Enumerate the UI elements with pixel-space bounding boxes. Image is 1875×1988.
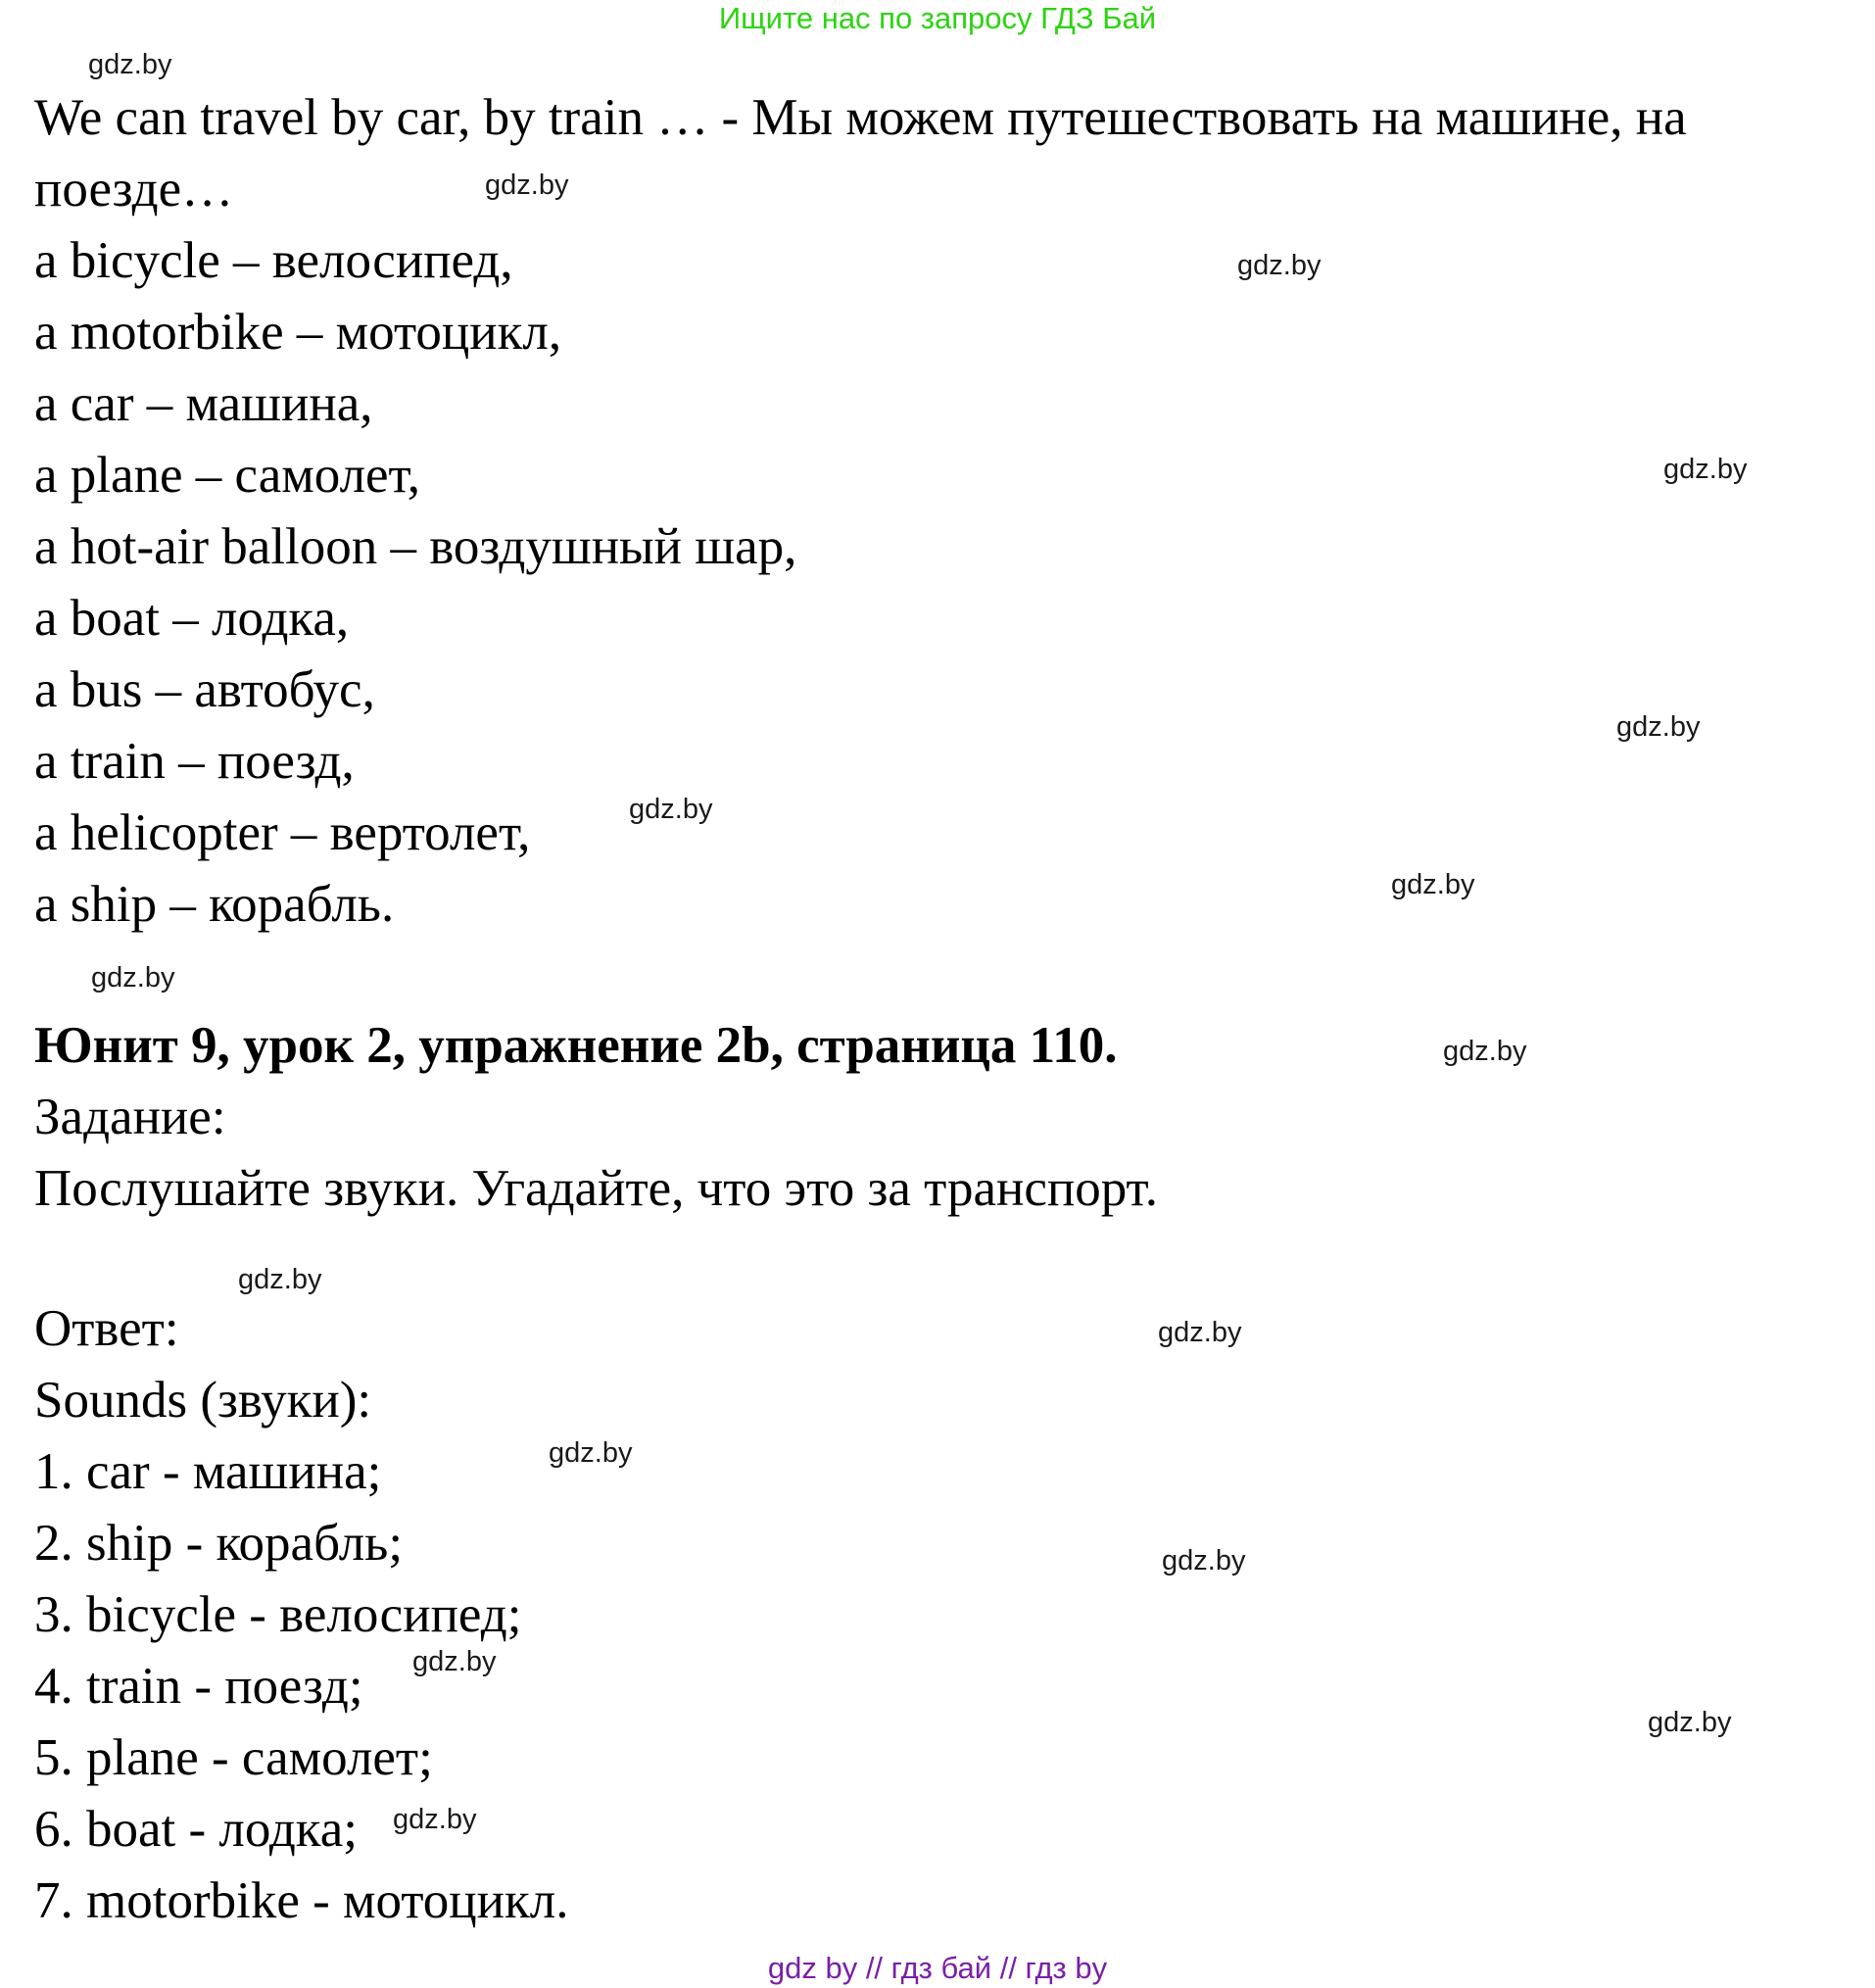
watermark: gdz.by bbox=[1616, 711, 1701, 743]
vocabulary-item: a helicopter – вертолет, bbox=[34, 804, 531, 861]
answer-item: 1. car - машина; bbox=[34, 1443, 382, 1500]
vocabulary-item: a bus – автобус, bbox=[34, 661, 375, 718]
watermark: gdz.by bbox=[393, 1804, 477, 1835]
vocabulary-item: a boat – лодка, bbox=[34, 590, 350, 647]
task-label: Задание: bbox=[34, 1089, 226, 1145]
watermark: gdz.by bbox=[549, 1437, 633, 1469]
watermark: gdz.by bbox=[88, 49, 172, 80]
watermark: gdz.by bbox=[412, 1646, 497, 1677]
watermark: gdz.by bbox=[629, 794, 713, 825]
watermark: gdz.by bbox=[1648, 1707, 1732, 1738]
intro-line-2: поезде… bbox=[34, 161, 234, 218]
answer-item: 2. ship - корабль; bbox=[34, 1515, 404, 1572]
answer-item: 6. boat - лодка; bbox=[34, 1801, 358, 1858]
watermark: gdz.by bbox=[238, 1264, 322, 1295]
watermark: gdz.by bbox=[1158, 1317, 1242, 1348]
watermark: gdz.by bbox=[91, 962, 175, 994]
exercise-heading: Юнит 9, урок 2, упражнение 2b, страница 110. bbox=[34, 1017, 1118, 1074]
watermark: gdz.by bbox=[1162, 1545, 1246, 1576]
sounds-label: Sounds (звуки): bbox=[34, 1372, 372, 1429]
vocabulary-item: a car – машина, bbox=[34, 375, 373, 432]
vocabulary-item: a train – поезд, bbox=[34, 733, 355, 790]
watermark: gdz.by bbox=[1443, 1036, 1527, 1067]
watermark: gdz.by bbox=[1391, 869, 1475, 900]
answer-label: Ответ: bbox=[34, 1300, 179, 1357]
vocabulary-item: a ship – корабль. bbox=[34, 876, 395, 933]
vocabulary-item: a plane – самолет, bbox=[34, 447, 420, 504]
vocabulary-item: a hot-air balloon – воздушный шар, bbox=[34, 518, 797, 575]
task-text: Послушайте звуки. Угадайте, что это за транспорт. bbox=[34, 1160, 1158, 1217]
intro-line-1: We can travel by car, by train … - Мы можем путешествовать на машине, на bbox=[34, 89, 1687, 146]
answer-item: 4. train - поезд; bbox=[34, 1658, 363, 1715]
watermark: gdz.by bbox=[1237, 250, 1322, 281]
watermark: gdz.by bbox=[1663, 454, 1748, 485]
vocabulary-item: a motorbike – мотоцикл, bbox=[34, 304, 562, 361]
search-banner: Ищите нас по запросу ГДЗ Бай bbox=[718, 1, 1157, 35]
vocabulary-item: a bicycle – велосипед, bbox=[34, 232, 513, 289]
watermark: gdz.by bbox=[485, 170, 569, 201]
answer-item: 3. bicycle - велосипед; bbox=[34, 1586, 522, 1643]
answer-item: 5. plane - самолет; bbox=[34, 1729, 433, 1786]
answer-item: 7. motorbike - мотоцикл. bbox=[34, 1872, 569, 1929]
footer-watermark: gdz by // гдз бай // гдз by bbox=[767, 1951, 1108, 1985]
